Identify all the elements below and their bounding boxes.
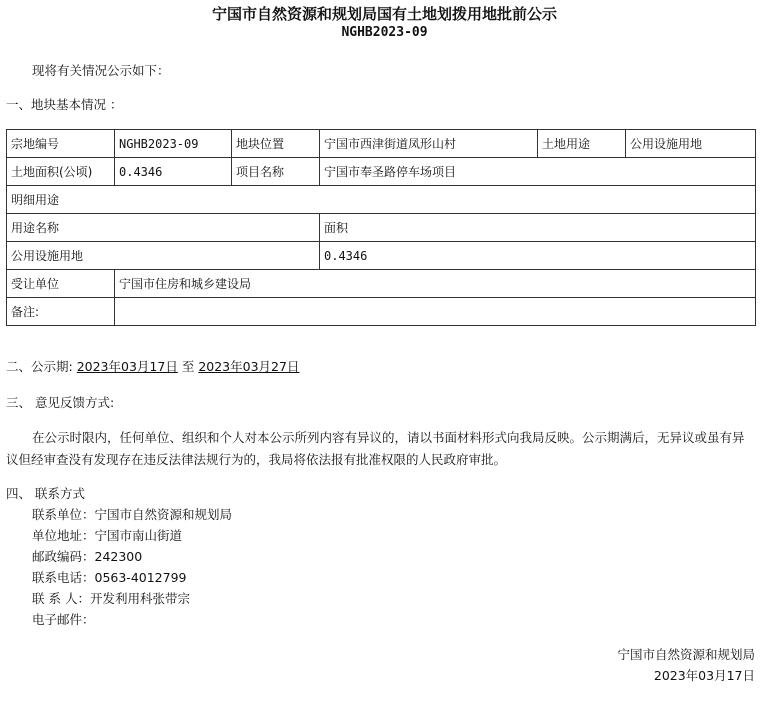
contact-email: 电子邮件： [32,612,95,627]
area-header: 面积 [320,214,756,242]
parcel-info-table [6,129,756,326]
feedback-paragraph: 在公示时限内，任何单位、组织和个人对本公示所列内容有异议的，请以书面材料形式向我局反映。公示期满后，无异议或虽有异议但经审查没有发现存在违反法律法规行为的，我局将依法报有批准权限的人民政府审批。 [6,430,745,467]
area-value: 0.4346 [115,158,232,186]
period-to: 至 [181,359,195,374]
recipient-label: 受让单位 [7,270,115,298]
remark-value [115,298,756,326]
section2-heading [6,358,299,376]
signature-date: 2023年03月17日 [653,668,755,683]
table-row [7,186,756,214]
detail-use-name: 公用设施用地 [7,242,320,270]
contact-person: 联 系 人：开发利用科张带宗 [32,591,190,606]
table-row [7,298,756,326]
table-row [7,158,756,186]
notice-title: 宁国市自然资源和规划局国有土地划拨用地批前公示 [211,5,557,23]
parcel-no-value: NGHB2023-09 [115,130,232,158]
project-label: 项目名称 [232,158,320,186]
use-name-header: 用途名称 [7,214,320,242]
publicity-period-label: 二、公示期: [6,359,73,374]
recipient-value: 宁国市住房和城乡建设局 [115,270,756,298]
detail-use-label: 明细用途 [7,186,756,214]
contact-address: 单位地址：宁国市南山街道 [32,528,183,543]
use-label: 土地用途 [538,130,626,158]
use-value: 公用设施用地 [626,130,756,158]
table-row [7,242,756,270]
contact-unit: 联系单位：宁国市自然资源和规划局 [32,507,233,522]
table-row [7,130,756,158]
contact-postcode: 邮政编码：242300 [32,549,143,564]
period-end-date: 2023年03月27日 [198,359,300,374]
section1-heading: 一、地块基本情况 ： [6,97,123,112]
parcel-no-label: 宗地编号 [7,130,115,158]
intro-text: 现将有关情况公示如下： [32,63,170,78]
area-label: 土地面积(公顷) [7,158,115,186]
signature-org: 宁国市自然资源和规划局 [617,647,755,662]
doc-number: NGHB2023-09 [341,25,428,40]
table-row [7,214,756,242]
section3-heading: 三、 意见反馈方式: [6,395,115,410]
table-row [7,270,756,298]
project-value: 宁国市奉圣路停车场项目 [320,158,756,186]
detail-area: 0.4346 [320,242,756,270]
remark-label: 备注: [7,298,115,326]
section4-heading: 四、 联系方式 [6,486,85,501]
location-value: 宁国市西津街道凤形山村 [320,130,538,158]
location-label: 地块位置 [232,130,320,158]
period-start-date: 2023年03月17日 [76,359,178,374]
contact-phone: 联系电话：0563-4012799 [32,570,187,585]
